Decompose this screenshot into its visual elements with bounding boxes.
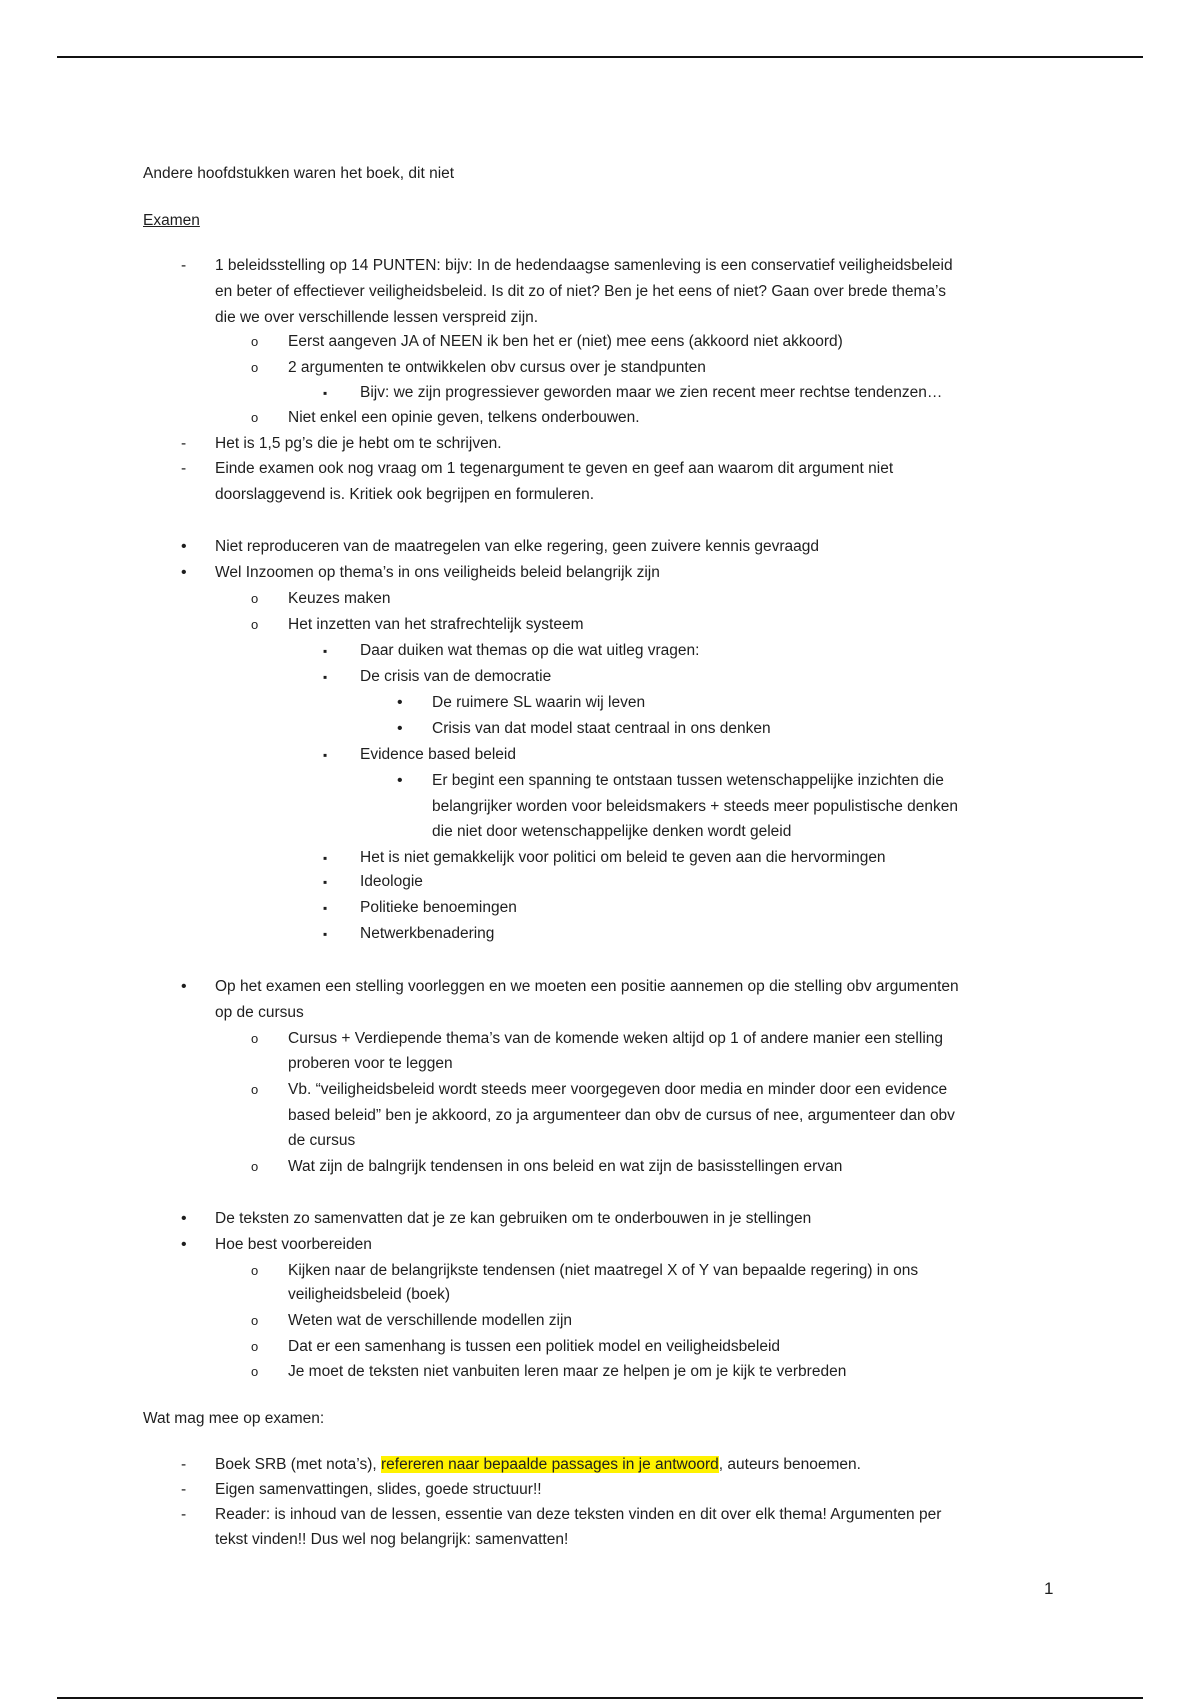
list-item: 1 beleidsstelling op 14 PUNTEN: bijv: In de hedendaagse samenleving is een conservatief veiligheidsbeleid xyxy=(215,257,953,274)
dash-bullet xyxy=(181,255,186,277)
dot-bullet xyxy=(397,692,403,714)
list-item: Niet reproduceren van de maatregelen van elke regering, geen zuivere kennis gevraagd xyxy=(215,538,820,555)
list-item: Kijken naar de belangrijkste tendensen (niet maatregel X of Y van bepaalde regering) in ons xyxy=(288,1262,919,1279)
list-item: Ideologie xyxy=(360,873,423,890)
list-item-cont: op de cursus xyxy=(215,1004,304,1021)
list-item: Reader: is inhoud van de lessen, essentie van deze teksten vinden en dit over elk thema! Argumenten per xyxy=(215,1506,942,1523)
list-item: Weten wat de verschillende modellen zijn xyxy=(288,1312,573,1329)
circle-bullet xyxy=(251,614,258,636)
square-bullet xyxy=(323,897,327,919)
dot-bullet xyxy=(181,536,187,558)
list-item: Wat zijn de balngrijk tendensen in ons beleid en wat zijn de basisstellingen ervan xyxy=(288,1158,843,1175)
list-item-cont: tekst vinden!! Dus wel nog belangrijk: samenvatten! xyxy=(215,1531,569,1548)
circle-bullet xyxy=(251,1079,258,1101)
list-item: 2 argumenten te ontwikkelen obv cursus over je standpunten xyxy=(288,359,706,376)
list-item: Daar duiken wat themas op die wat uitleg vragen: xyxy=(360,642,700,659)
list-item-text: , auteurs benoemen. xyxy=(718,1456,861,1473)
list-item: Evidence based beleid xyxy=(360,746,516,763)
square-bullet xyxy=(323,847,327,869)
list-item: Einde examen ook nog vraag om 1 tegenargument te geven en geef aan waarom dit argument niet xyxy=(215,460,894,477)
list-item-cont: veiligheidsbeleid (boek) xyxy=(288,1286,450,1303)
circle-bullet xyxy=(251,1028,258,1050)
list-item-cont: die niet door wetenschappelijke denken wordt geleid xyxy=(432,823,792,840)
list-item: Het inzetten van het strafrechtelijk systeem xyxy=(288,616,584,633)
list-item: De teksten zo samenvatten dat je ze kan gebruiken om te onderbouwen in je stellingen xyxy=(215,1210,812,1227)
circle-bullet xyxy=(251,588,258,610)
circle-bullet xyxy=(251,1310,258,1332)
list-item-cont: de cursus xyxy=(288,1132,356,1149)
dash-bullet xyxy=(181,1454,186,1476)
list-item: Politieke benoemingen xyxy=(360,899,517,916)
square-bullet xyxy=(323,666,327,688)
circle-bullet xyxy=(251,407,258,429)
dot-bullet xyxy=(397,770,403,792)
dot-bullet xyxy=(181,976,187,998)
list-item: Cursus + Verdiepende thema’s van de komende weken altijd op 1 of andere manier een stelling xyxy=(288,1030,944,1047)
square-bullet xyxy=(323,640,327,662)
page-number: 1 xyxy=(1044,1579,1054,1598)
list-item: Crisis van dat model staat centraal in ons denken xyxy=(432,720,771,737)
square-bullet xyxy=(323,382,327,404)
header-rule xyxy=(57,56,1143,58)
list-item: Netwerkbenadering xyxy=(360,925,495,942)
list-item-cont: belangrijker worden voor beleidsmakers + steeds meer populistische denken xyxy=(432,798,958,815)
dot-bullet xyxy=(181,1234,187,1256)
highlighted-text: refereren naar bepaalde passages in je antwoord xyxy=(380,1456,719,1473)
circle-bullet xyxy=(251,1361,258,1383)
list-item-text: Boek SRB (met nota’s), xyxy=(215,1456,381,1473)
list-item: Er begint een spanning te ontstaan tussen wetenschappelijke inzichten die xyxy=(432,772,944,789)
list-item: Niet enkel een opinie geven, telkens onderbouwen. xyxy=(288,409,640,426)
list-item: Je moet de teksten niet vanbuiten leren maar ze helpen je om je kijk te verbreden xyxy=(288,1363,847,1380)
list-item: Op het examen een stelling voorleggen en we moeten een positie aannemen op die stelling obv argumenten xyxy=(215,978,959,995)
dot-bullet xyxy=(397,718,403,740)
circle-bullet xyxy=(251,357,258,379)
list-item: Vb. “veiligheidsbeleid wordt steeds meer voorgegeven door media en minder door een evidence xyxy=(288,1081,948,1098)
footer-rule xyxy=(57,1697,1143,1699)
list-item: De ruimere SL waarin wij leven xyxy=(432,694,646,711)
list-item: Eerst aangeven JA of NEEN ik ben het er (niet) mee eens (akkoord niet akkoord) xyxy=(288,333,843,350)
list-item xyxy=(215,1454,861,1476)
list-item-cont: en beter of effectiever veiligheidsbeleid. Is dit zo of niet? Ben je het eens of niet? Gaan over brede thema’s xyxy=(215,283,946,300)
circle-bullet xyxy=(251,331,258,353)
dot-bullet xyxy=(181,1208,187,1230)
list-item-cont: based beleid” ben je akkoord, zo ja argumenteer dan obv de cursus of nee, argumenteer dan obv xyxy=(288,1107,955,1124)
list-item: Wel Inzoomen op thema’s in ons veiligheids beleid belangrijk zijn xyxy=(215,564,660,581)
dash-bullet xyxy=(181,1479,186,1501)
list-item: De crisis van de democratie xyxy=(360,668,552,685)
dash-bullet xyxy=(181,458,186,480)
list-item: Het is 1,5 pg’s die je hebt om te schrijven. xyxy=(215,435,502,452)
list-item-cont: doorslaggevend is. Kritiek ook begrijpen en formuleren. xyxy=(215,486,595,503)
square-bullet xyxy=(323,871,327,893)
list-item-cont: die we over verschillende lessen verspreid zijn. xyxy=(215,309,539,326)
dot-bullet xyxy=(181,562,187,584)
dash-bullet xyxy=(181,433,186,455)
list-item: Eigen samenvattingen, slides, goede structuur!! xyxy=(215,1481,542,1498)
intro-text: Andere hoofdstukken waren het boek, dit niet xyxy=(143,165,455,182)
square-bullet xyxy=(323,923,327,945)
list-item: Hoe best voorbereiden xyxy=(215,1236,372,1253)
circle-bullet xyxy=(251,1336,258,1358)
list-item: Dat er een samenhang is tussen een politiek model en veiligheidsbeleid xyxy=(288,1338,781,1355)
section-heading-examen: Examen xyxy=(143,212,200,229)
subheading-allowed-materials: Wat mag mee op examen: xyxy=(143,1410,325,1427)
square-bullet xyxy=(323,744,327,766)
list-item: Bijv: we zijn progressiever geworden maar we zien recent meer rechtse tendenzen… xyxy=(360,384,943,401)
list-item: Het is niet gemakkelijk voor politici om beleid te geven aan die hervormingen xyxy=(360,849,886,866)
list-item-cont: proberen voor te leggen xyxy=(288,1055,453,1072)
dash-bullet xyxy=(181,1504,186,1526)
circle-bullet xyxy=(251,1260,258,1282)
list-item: Keuzes maken xyxy=(288,590,391,607)
circle-bullet xyxy=(251,1156,258,1178)
